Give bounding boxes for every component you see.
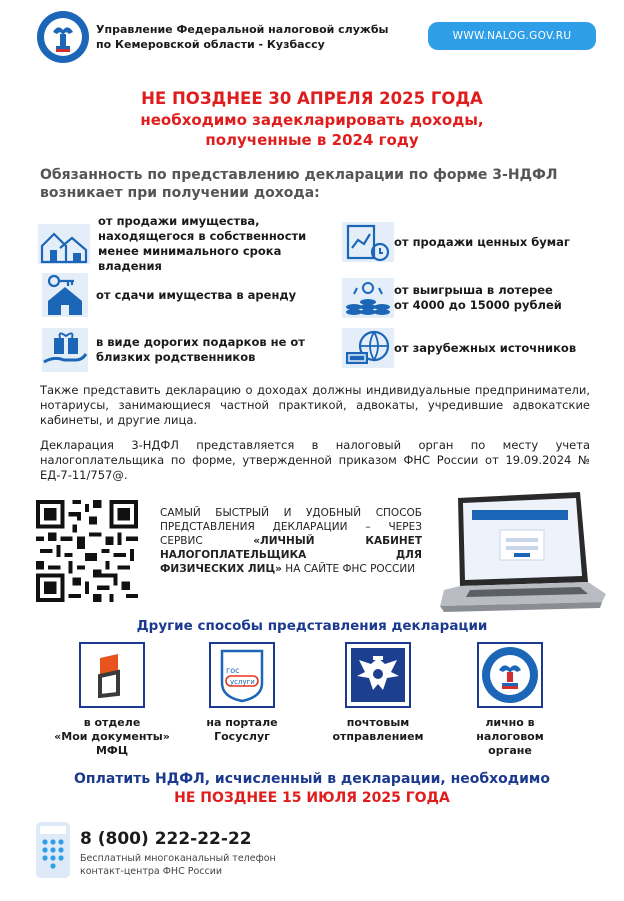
org-line-2: по Кемеровской области - Кузбассу (96, 38, 325, 51)
key-house-icon (40, 271, 90, 319)
tax-office-label-1: лично в (485, 716, 535, 729)
post-label-2: отправлением (332, 730, 424, 743)
mfc-label-3: МФЦ (95, 744, 129, 757)
duty-text (40, 166, 600, 202)
lottery-line-1: от выигрыша в лотерее (394, 283, 553, 297)
post-icon (351, 648, 405, 702)
source-text: в виде дорогих подарков не от близких родственников (96, 335, 305, 364)
source-item-rent (40, 271, 330, 319)
mfc-label-2: «Мои документы» (54, 730, 170, 743)
mfc-icon (92, 652, 132, 698)
headline-line-3: полученные в 2024 году (205, 131, 419, 149)
mfc-box (79, 642, 145, 708)
globe-money-icon (340, 324, 396, 372)
house-icon (36, 220, 92, 268)
way-label (182, 716, 302, 744)
laptop-icon (430, 490, 608, 620)
headline (0, 88, 624, 150)
hotline-note-2: контакт-центра ФНС России (80, 866, 223, 877)
gosuslugi-label-1: на портале (206, 716, 278, 729)
post-box (345, 642, 411, 708)
payment-line-1: Оплатить НДФЛ, исчисленный в декларации, необходимо (74, 771, 550, 787)
gift-icon (40, 326, 90, 374)
personal-account-link[interactable]: «ЛИЧНЫЙ КАБИНЕТ НАЛОГОПЛАТЕЛЬЩИКА ДЛЯ ФИЗИЧЕСКИХ ЛИЦ» (160, 535, 423, 575)
way-label (318, 716, 438, 744)
tax-office-label-3: органе (488, 744, 532, 757)
way-tax-office (450, 642, 570, 758)
fns-emblem-icon (481, 646, 539, 704)
source-text (394, 283, 562, 313)
lottery-coins-icon (340, 274, 396, 322)
paragraph-other-persons: Также представить декларацию о доходах должны индивидуальные предприниматели, нотариусы, занимающиеся частной практикой, адвокаты, учредившие адвокатские кабинеты, и другие лица. (40, 383, 590, 427)
service-description (160, 506, 422, 576)
way-mfc (52, 642, 172, 758)
headline-line-2: необходимо задекларировать доходы, (140, 111, 484, 129)
duty-line-1: Обязанность по представлению декларации по форме 3-НДФЛ (40, 167, 558, 183)
source-item-lottery (340, 274, 600, 322)
source-text: от зарубежных источников (394, 340, 577, 355)
securities-icon (340, 218, 396, 266)
gosuslugi-icon (214, 647, 270, 703)
other-ways-title: Другие способы представления декларации (136, 618, 488, 634)
lottery-line-2: от 4000 до 15000 рублей (394, 298, 562, 312)
post-label-1: почтовым (346, 716, 410, 729)
source-item-securities (340, 218, 600, 266)
source-text: от продажи ценных бумаг (394, 234, 570, 249)
qr-code-icon (36, 500, 138, 602)
way-gosuslugi (182, 642, 302, 744)
org-line-1: Управление Федеральной налоговой службы (96, 23, 389, 36)
mfc-label-1: в отделе (83, 716, 141, 729)
source-item-property-sale (36, 214, 326, 274)
website-link[interactable]: WWW.NALOG.GOV.RU (428, 22, 596, 50)
source-item-foreign (340, 324, 600, 372)
duty-line-2: возникает при получении дохода: (40, 185, 320, 201)
tax-office-label-2: налоговом (476, 730, 544, 743)
gosuslugi-label-2: Госуслуг (214, 730, 270, 743)
gosuslugi-box (209, 642, 275, 708)
source-text: от продажи имущества, находящегося в собственности менее минимального срока владения (98, 214, 307, 273)
way-post (318, 642, 438, 744)
source-text: от сдачи имущества в аренду (96, 287, 297, 302)
hotline-note (80, 852, 276, 878)
payment-deadline (0, 770, 624, 808)
tax-office-box (477, 642, 543, 708)
service-text-1: САМЫЙ БЫСТРЫЙ И УДОБНЫЙ СПОСОБ ПРЕДСТАВЛЕНИЯ ДЕКЛАРАЦИИ – ЧЕРЕЗ СЕРВИС (160, 507, 422, 547)
way-label (52, 716, 172, 758)
payment-line-2: НЕ ПОЗДНЕЕ 15 ИЮЛЯ 2025 ГОДА (174, 790, 450, 806)
source-item-gifts (40, 326, 330, 374)
way-label (450, 716, 570, 758)
hotline-note-1: Бесплатный многоканальный телефон (80, 853, 276, 864)
gosuslugi-badge-bottom: услуги (230, 678, 255, 686)
gosuslugi-badge-top: гос (226, 666, 240, 675)
phone-keypad-icon (36, 822, 70, 878)
deadline-title: НЕ ПОЗДНЕЕ 30 АПРЕЛЯ 2025 ГОДА (141, 89, 483, 108)
org-name (96, 22, 389, 52)
hotline-phone[interactable]: 8 (800) 222-22-22 (80, 829, 252, 849)
header (36, 10, 596, 66)
paragraph-declaration-form: Декларация 3-НДФЛ представляется в налоговый орган по месту учета налогоплательщика по форме, утвержденной приказом ФНС России от 19.09.2024 № ЕД-7-11/757@. (40, 438, 590, 482)
service-text-2: НА САЙТЕ ФНС РОССИИ (281, 563, 416, 575)
fns-logo-icon (36, 10, 90, 64)
